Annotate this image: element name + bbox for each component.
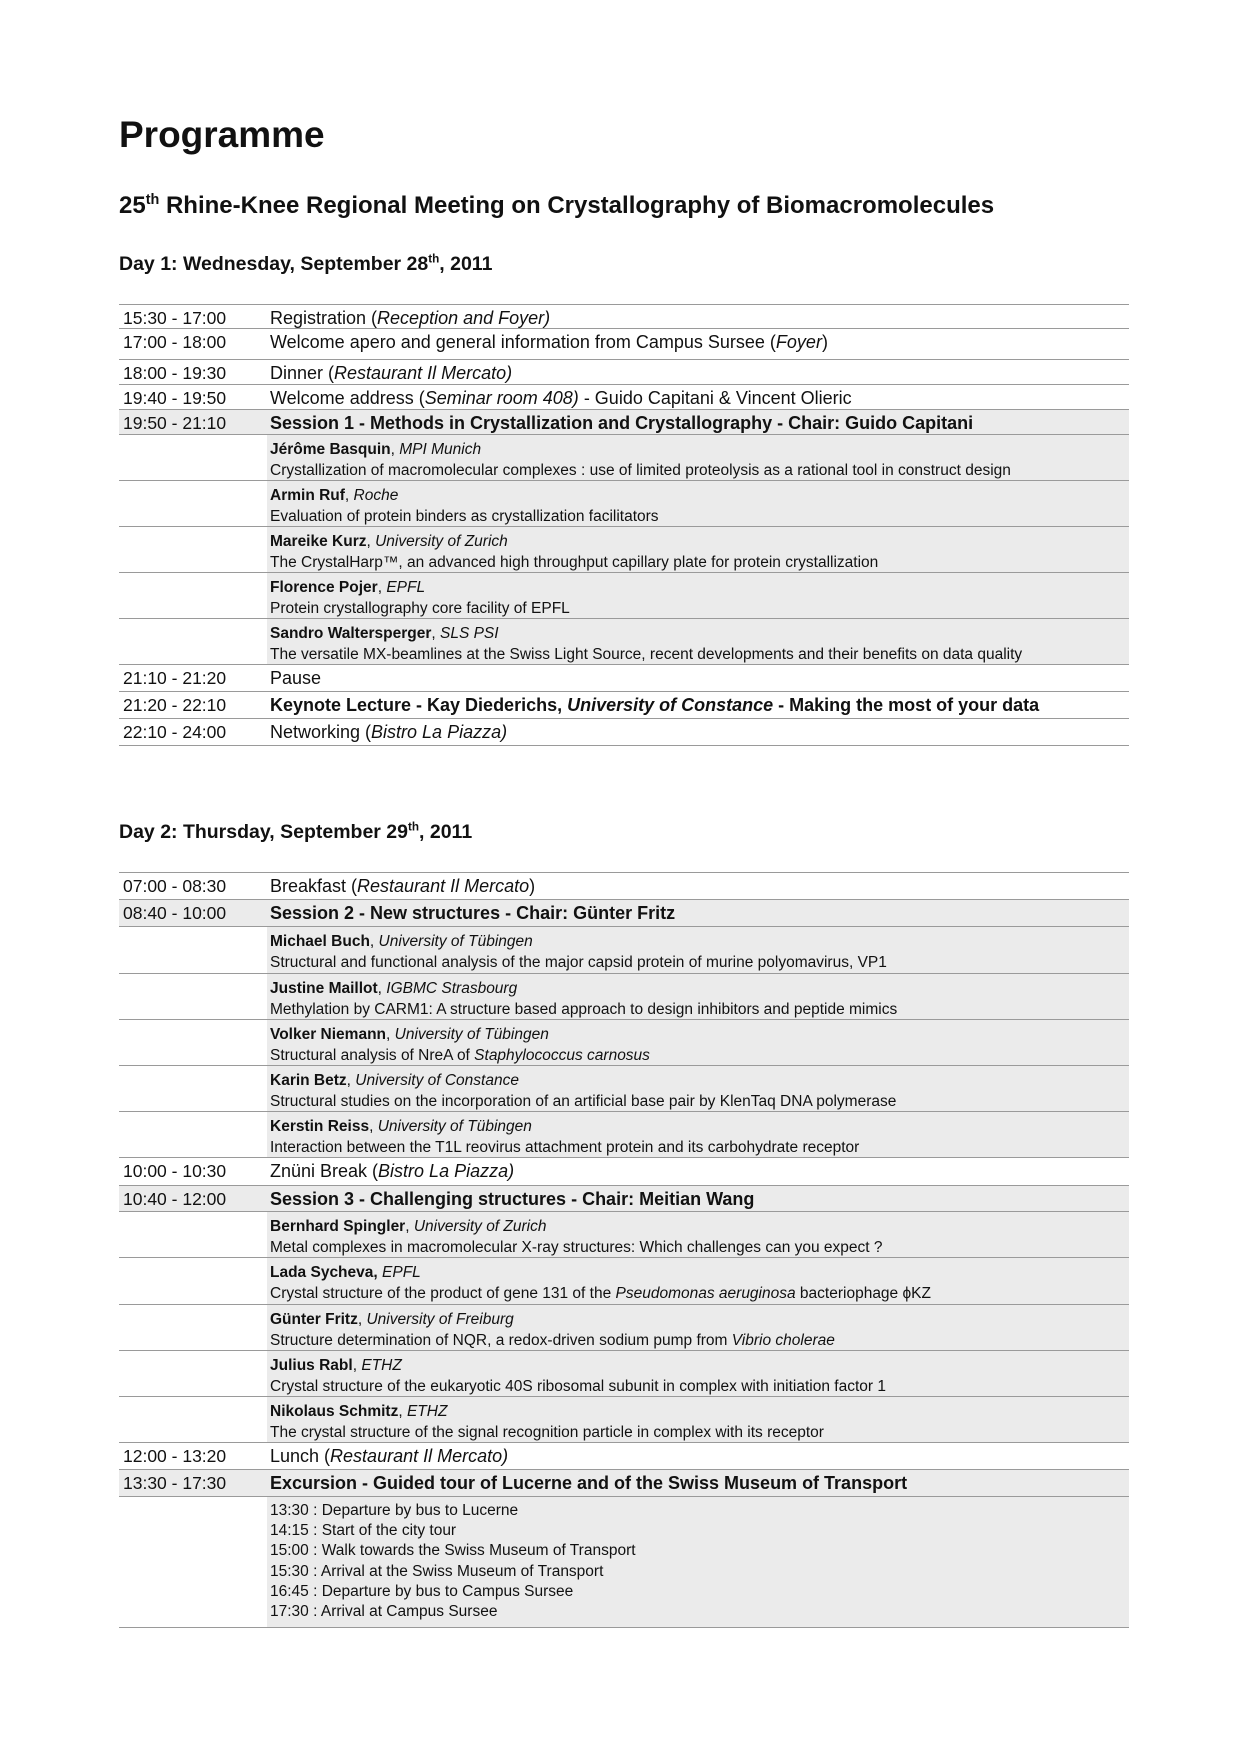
- day2-heading-suffix: th: [408, 820, 420, 834]
- talk-title: Protein crystallography core facility of EPFL: [270, 600, 570, 617]
- talk-speaker: Sandro Waltersperger: [270, 625, 432, 642]
- talk-affiliation: IGBMC Strasbourg: [386, 980, 518, 997]
- day1-heading-year: , 2011: [439, 253, 493, 275]
- talk-detail: Volker Niemann, University of Tübingen Structural analysis of NreA of Staphylococcus carnosus: [267, 1020, 1129, 1065]
- row-time: 15:30 - 17:00: [123, 308, 227, 328]
- session-row: [119, 410, 1129, 435]
- day2-heading-year: , 2011: [419, 821, 473, 843]
- excursion-row: [119, 1470, 1129, 1497]
- talk-affiliation: Roche: [353, 487, 399, 504]
- day1-heading: [119, 252, 493, 275]
- schedule-row: [119, 329, 1129, 360]
- talk-title: Methylation by CARM1: A structure based approach to design inhibitors and peptide mimics: [270, 1001, 898, 1018]
- talk-affiliation: University of Freiburg: [366, 1311, 514, 1328]
- talk-detail: Karin Betz, University of Constance Structural studies on the incorporation of an artificial base pair by KlenTaq DNA polymerase: [267, 1066, 1129, 1111]
- session-title: Session 3 - Challenging structures - Chair: Meitian Wang: [270, 1189, 755, 1209]
- row-time: 17:00 - 18:00: [123, 332, 227, 352]
- meeting-ordinal-suffix: th: [145, 192, 160, 208]
- talk-title: Crystal structure of the product of gene 131 of the: [270, 1285, 616, 1302]
- talk-row: [119, 527, 1129, 573]
- row-detail: [267, 410, 1129, 434]
- talk-row: [119, 974, 1129, 1020]
- row-text: Welcome address (: [270, 388, 425, 408]
- row-detail: [267, 900, 1129, 926]
- talk-title: Structure determination of NQR, a redox-driven sodium pump from: [270, 1332, 732, 1349]
- row-text-tail: ): [529, 876, 536, 896]
- row-time: 19:40 - 19:50: [123, 388, 227, 408]
- talk-detail: Armin Ruf, Roche Evaluation of protein binders as crystallization facilitators: [267, 481, 1129, 526]
- talk-row: [119, 1212, 1129, 1258]
- row-text: Breakfast (: [270, 876, 358, 896]
- row-location: Foyer: [775, 332, 822, 352]
- talk-speaker: Kerstin Reiss: [270, 1118, 370, 1135]
- excursion-itinerary-row: [119, 1497, 1129, 1628]
- talk-detail: Jérôme Basquin, MPI Munich Crystallization of macromolecular complexes : use of limited proteolysis as a rational tool in construct design: [267, 435, 1129, 480]
- day1-heading-suffix: th: [428, 252, 440, 266]
- talk-affiliation: SLS PSI: [439, 625, 499, 642]
- talk-affiliation: University of Tübingen: [377, 1118, 532, 1135]
- talk-row: [119, 1112, 1129, 1158]
- row-detail: [267, 665, 1129, 691]
- talk-speaker: Volker Niemann: [270, 1026, 387, 1043]
- talk-detail: Kerstin Reiss, University of Tübingen Interaction between the T1L reovirus attachment protein and its carbohydrate receptor: [267, 1112, 1129, 1157]
- talk-affiliation: EPFL: [382, 1264, 421, 1281]
- excursion-title: Excursion - Guided tour of Lucerne and of the Swiss Museum of Transport: [270, 1473, 908, 1493]
- talk-affiliation: University of Constance: [355, 1072, 519, 1089]
- talk-detail: Florence Pojer, EPFL Protein crystallography core facility of EPFL: [267, 573, 1129, 618]
- talk-row: [119, 1066, 1129, 1112]
- page-title: Programme: [119, 114, 325, 155]
- talk-detail: Mareike Kurz, University of Zurich The CrystalHarp™, an advanced high throughput capillary plate for protein crystallization: [267, 527, 1129, 572]
- talk-title-species: Pseudomonas aeruginosa: [615, 1285, 796, 1302]
- row-location: Restaurant Il Mercato): [330, 1446, 509, 1466]
- talk-speaker: Karin Betz: [270, 1072, 347, 1089]
- talk-title-species: Vibrio cholerae: [731, 1332, 835, 1349]
- row-location: Restaurant Il Mercato: [357, 876, 530, 896]
- row-detail: [267, 305, 1129, 328]
- talk-row: [119, 1351, 1129, 1397]
- row-detail: [267, 1158, 1129, 1185]
- row-detail: [267, 1470, 1129, 1496]
- talk-title: Metal complexes in macromolecular X-ray structures: Which challenges can you expect ?: [270, 1239, 883, 1256]
- talk-row: [119, 435, 1129, 481]
- itinerary-item: 17:30 : Arrival at Campus Sursee: [270, 1603, 498, 1621]
- talk-affiliation: University of Tübingen: [394, 1026, 549, 1043]
- row-text: Networking (: [270, 722, 372, 742]
- talk-row: [119, 1397, 1129, 1443]
- talk-detail: Justine Maillot, IGBMC Strasbourg Methylation by CARM1: A structure based approach to design inhibitors and peptide mimics: [267, 974, 1129, 1019]
- talk-title: Interaction between the T1L reovirus attachment protein and its carbohydrate receptor: [270, 1139, 860, 1156]
- session-row: [119, 900, 1129, 927]
- talk-speaker: Armin Ruf: [270, 487, 345, 504]
- talk-title-tail: bacteriophage ϕKZ: [795, 1285, 931, 1302]
- talk-row: [119, 481, 1129, 527]
- talk-detail: Bernhard Spingler, University of Zurich Metal complexes in macromolecular X-ray structures: Which challenges can you expect ?: [267, 1212, 1129, 1257]
- talk-speaker: Mareike Kurz: [270, 533, 367, 550]
- talk-affiliation: University of Zurich: [375, 533, 508, 550]
- row-time: 13:30 - 17:30: [123, 1473, 227, 1493]
- row-time: 22:10 - 24:00: [123, 722, 227, 742]
- session-title: Session 1 - Methods in Crystallization and Crystallography - Chair: Guido Capitani: [270, 413, 974, 433]
- talk-detail: Julius Rabl, ETHZ Crystal structure of the eukaryotic 40S ribosomal subunit in complex with initiation factor 1: [267, 1351, 1129, 1396]
- row-detail: [267, 1186, 1129, 1211]
- schedule-row: [119, 873, 1129, 900]
- talk-detail: Sandro Waltersperger, SLS PSI The versatile MX-beamlines at the Swiss Light Source, recent developments and their benefits on data quality: [267, 619, 1129, 664]
- row-detail: [267, 1443, 1129, 1469]
- row-detail: [267, 360, 1129, 384]
- talk-title: Structural studies on the incorporation of an artificial base pair by KlenTaq DNA polymerase: [270, 1093, 897, 1110]
- talk-title: The versatile MX-beamlines at the Swiss Light Source, recent developments and their benefits on data quality: [270, 646, 1023, 663]
- row-text-tail: - Guido Capitani & Vincent Olieric: [578, 388, 852, 408]
- row-time: 21:10 - 21:20: [123, 668, 227, 688]
- row-text: Znüni Break (: [270, 1161, 379, 1181]
- keynote-speaker: Keynote Lecture - Kay Diederichs,: [270, 695, 568, 715]
- itinerary-item: 14:15 : Start of the city tour: [270, 1522, 457, 1540]
- row-time: 10:00 - 10:30: [123, 1161, 227, 1181]
- row-text: Welcome apero and general information from Campus Sursee (: [270, 332, 776, 352]
- talk-title: Structural analysis of NreA of: [270, 1047, 475, 1064]
- itinerary-item: 16:45 : Departure by bus to Campus Sursee: [270, 1582, 574, 1600]
- talk-title: The crystal structure of the signal recognition particle in complex with its receptor: [270, 1424, 824, 1441]
- row-location: Seminar room 408): [424, 388, 579, 408]
- talk-title: Crystallization of macromolecular complexes : use of limited proteolysis as a rational tool in construct design: [270, 462, 1011, 479]
- row-time: 08:40 - 10:00: [123, 903, 227, 923]
- itinerary-item: 15:30 : Arrival at the Swiss Museum of Transport: [270, 1562, 604, 1580]
- row-text-tail: ): [821, 332, 828, 352]
- talk-speaker: Julius Rabl: [270, 1357, 353, 1374]
- schedule-row: [119, 719, 1129, 746]
- row-detail: [267, 719, 1129, 745]
- talk-speaker: Michael Buch: [270, 933, 370, 950]
- talk-title: Structural and functional analysis of the major capsid protein of murine polyomavirus, VP1: [270, 954, 887, 971]
- meeting-name: Rhine-Knee Regional Meeting on Crystallography of Biomacromolecules: [159, 192, 995, 219]
- talk-row: [119, 619, 1129, 665]
- session-title: Session 2 - New structures - Chair: Günter Fritz: [270, 903, 676, 923]
- row-text: Pause: [270, 668, 322, 688]
- day1-heading-date: Day 1: Wednesday, September 28: [119, 253, 429, 275]
- talk-row: [119, 1258, 1129, 1305]
- schedule-row: [119, 665, 1129, 692]
- row-detail: [267, 385, 1129, 409]
- schedule-row: [119, 305, 1129, 329]
- talk-title: Crystal structure of the eukaryotic 40S ribosomal subunit in complex with initiation factor 1: [270, 1378, 886, 1395]
- row-location: Bistro La Piazza): [371, 722, 508, 742]
- row-detail: [267, 873, 1129, 899]
- talk-detail: Michael Buch, University of Tübingen Structural and functional analysis of the major capsid protein of murine polyomavirus, VP1: [267, 927, 1129, 973]
- row-time: 07:00 - 08:30: [123, 876, 227, 896]
- row-time: 18:00 - 19:30: [123, 363, 227, 383]
- talk-title-species: Staphylococcus carnosus: [474, 1047, 650, 1064]
- row-detail: [267, 329, 1129, 359]
- keynote-row: [119, 692, 1129, 719]
- itinerary-list: [267, 1497, 1129, 1627]
- talk-speaker: Jérôme Basquin: [270, 441, 391, 458]
- talk-speaker: Florence Pojer: [270, 579, 378, 596]
- row-location: Bistro La Piazza): [378, 1161, 515, 1181]
- schedule-row: [119, 1158, 1129, 1186]
- day1-schedule-table: [119, 304, 1129, 746]
- keynote-title: - Making the most of your data: [773, 695, 1040, 715]
- row-time: 21:20 - 22:10: [123, 695, 227, 715]
- row-time: 12:00 - 13:20: [123, 1446, 227, 1466]
- talk-speaker: Günter Fritz: [270, 1311, 358, 1328]
- schedule-row: [119, 385, 1129, 410]
- talk-title: Evaluation of protein binders as crystallization facilitators: [270, 508, 659, 525]
- talk-detail: Nikolaus Schmitz, ETHZ The crystal structure of the signal recognition particle in complex with its receptor: [267, 1397, 1129, 1442]
- talk-affiliation: ETHZ: [406, 1403, 448, 1420]
- talk-affiliation: MPI Munich: [399, 441, 482, 458]
- day2-heading-date: Day 2: Thursday, September 29: [119, 821, 408, 843]
- itinerary-item: 15:00 : Walk towards the Swiss Museum of Transport: [270, 1542, 636, 1560]
- talk-affiliation: ETHZ: [361, 1357, 402, 1374]
- meeting-ordinal: 25: [119, 192, 146, 219]
- row-text: Dinner (: [270, 363, 335, 383]
- talk-affiliation: University of Tübingen: [378, 933, 533, 950]
- schedule-row: [119, 360, 1129, 385]
- talk-row: [119, 927, 1129, 974]
- row-text: Lunch (: [270, 1446, 331, 1466]
- talk-speaker: Bernhard Spingler: [270, 1218, 406, 1235]
- row-location: Restaurant Il Mercato): [334, 363, 513, 383]
- talk-speaker: Lada Sycheva,: [270, 1264, 378, 1281]
- talk-row: [119, 573, 1129, 619]
- talk-row: [119, 1305, 1129, 1351]
- talk-detail: Günter Fritz, University of Freiburg Structure determination of NQR, a redox-driven sodium pump from Vibrio cholerae: [267, 1305, 1129, 1350]
- row-location: Reception and Foyer): [377, 308, 551, 328]
- keynote-affiliation: University of Constance: [567, 695, 774, 715]
- session-row: [119, 1186, 1129, 1212]
- meeting-title: [119, 194, 994, 218]
- row-time: 10:40 - 12:00: [123, 1189, 227, 1209]
- itinerary-item: 13:30 : Departure by bus to Lucerne: [270, 1502, 519, 1519]
- talk-row: [119, 1020, 1129, 1066]
- talk-detail: [267, 1258, 1129, 1304]
- talk-affiliation: EPFL: [386, 579, 426, 596]
- day2-heading: [119, 820, 473, 843]
- row-detail: [267, 692, 1129, 718]
- day2-schedule-table: [119, 872, 1129, 1628]
- talk-affiliation: University of Zurich: [413, 1218, 547, 1235]
- row-text: Registration (: [270, 308, 378, 328]
- talk-speaker: Nikolaus Schmitz: [270, 1403, 399, 1420]
- schedule-row: [119, 1443, 1129, 1470]
- row-time: 19:50 - 21:10: [123, 413, 227, 433]
- talk-speaker: Justine Maillot: [270, 980, 378, 997]
- talk-title: The CrystalHarp™, an advanced high throughput capillary plate for protein crystallization: [270, 554, 879, 571]
